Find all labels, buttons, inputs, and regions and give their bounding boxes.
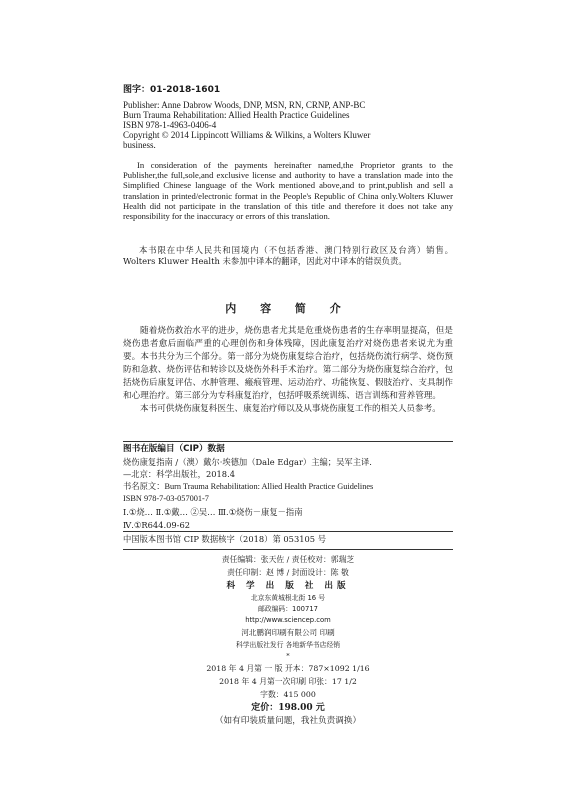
chinese-rights-note: 本书限在中华人民共和国境内（不包括香港、澳门特别行政区及台湾）销售。Wolters Kluwer Health 未参加中译本的翻译，因此对中译本的错误负责。 (123, 245, 453, 266)
original-isbn-line: ISBN 978-1-4963-0406-4 (123, 120, 217, 130)
cip-record-line: 中国版本图书馆 CIP 数据核字（2018）第 053105 号 (123, 534, 326, 544)
original-title-line: Burn Trauma Rehabilitation: Allied Health Practice Guidelines (123, 110, 350, 120)
copyright-line-continued: business. (123, 140, 156, 150)
registration-number: 图字：01-2018-1601 (123, 85, 221, 95)
license-statement: In consideration of the payments hereinafter named,the Proprietor grants to the Publisher,the full,sole,and exclusive license and authority to have a translation made into the Simplified Chinese language of the Work mentioned above,and to print,publish and sell a translation in printed/electronic format in the People's Republic of China only.Wolters Kluwer Health did not participate in the translation of this title and therefore it does not take any responsibility for the inaccuracy or errors of this translation. (123, 160, 453, 222)
wordcount-line: 字数：415 000 (260, 690, 316, 700)
cip-line: Ⅰ.①烧… Ⅱ.①戴… ②吴… Ⅲ.①烧伤－康复－指南 (123, 506, 303, 517)
production-line: 责任印制：赵 博 / 封面设计：陈 敬 (227, 568, 349, 578)
publisher-website: http://www.sciencep.com (245, 616, 331, 625)
cip-line: Ⅳ.①R644.09-62 (123, 519, 191, 530)
publication-info (123, 100, 453, 150)
cip-mid-rule (123, 531, 453, 532)
copyright-line: Copyright © 2014 Lippincott Williams & Wilkins, a Wolters Kluwer (123, 130, 371, 140)
edition-line: 2018 年 4 月第 一 版 开本：787×1092 1/16 (206, 663, 370, 673)
cip-line: —北京：科学出版社，2018.4 (123, 469, 236, 480)
cip-title: 图书在版编目（CIP）数据 (123, 444, 225, 454)
content-summary (123, 325, 453, 416)
cip-line: 书名原文：Burn Trauma Rehabilitation: Allied Health Practice Guidelines (123, 481, 374, 491)
cip-line: ISBN 978-7-03-057001-7 (123, 494, 209, 504)
printer-line: 河北鹏润印刷有限公司 印刷 (241, 628, 335, 638)
cip-data-block (123, 443, 453, 531)
cip-top-rule (123, 441, 453, 442)
publisher-line: Publisher: Anne Dabrow Woods, DNP, MSN, RN, CRNP, ANP-BC (123, 100, 366, 110)
publisher-postcode: 邮政编码：100717 (258, 605, 318, 614)
printing-line: 2018 年 4 月第一次印刷 印张：17 1/2 (219, 677, 357, 687)
editors-line: 责任编辑：张天佐 / 责任校对：郭瑞芝 (221, 555, 355, 564)
content-summary-heading: 内 容 简 介 (225, 302, 351, 315)
summary-paragraph: 本书可供烧伤康复科医生、康复治疗师以及从事烧伤康复工作的相关人员参考。 (140, 404, 441, 414)
price-line: 定价：198.00 元 (251, 702, 325, 713)
summary-paragraph: 随着烧伤救治水平的进步，烧伤患者尤其是危重烧伤患者的生存率明显提高，但是烧伤患者愈后面临严重的心理创伤和身体残障，因此康复治疗对烧伤患者来说尤为重要。本书共分为三个部分。第一部分为烧伤康复综合治疗，包括烧伤流行病学、烧伤预防和急救、烧伤评估和转诊以及烧伤外科手术治疗。第二部分为烧伤康复综合治疗，包括烧伤后康复评估、水肿管理、瘢痕管理、运动治疗、功能恢复、假肢治疗、支具制作和心理治疗。第三部分为专科康复治疗，包括呼吸系统训练、语言训练和营养管理。 (123, 326, 453, 401)
separator-star: * (286, 651, 290, 660)
cip-record-number (123, 533, 453, 546)
quality-notice: （如有印装质量问题，我社负责调换） (214, 716, 362, 727)
imprint-credits (0, 553, 576, 729)
cip-line: 烧伤康复指南 /（澳）戴尔·埃德加（Dale Edgar）主编；吴军主译. (123, 456, 372, 467)
publisher-name: 科 学 出 版 社 出版 (226, 580, 350, 591)
cip-bottom-rule (123, 549, 453, 550)
distribution-line: 科学出版社发行 各地新华书店经销 (235, 640, 341, 649)
publisher-address: 北京东黄城根北街 16 号 (250, 594, 326, 603)
